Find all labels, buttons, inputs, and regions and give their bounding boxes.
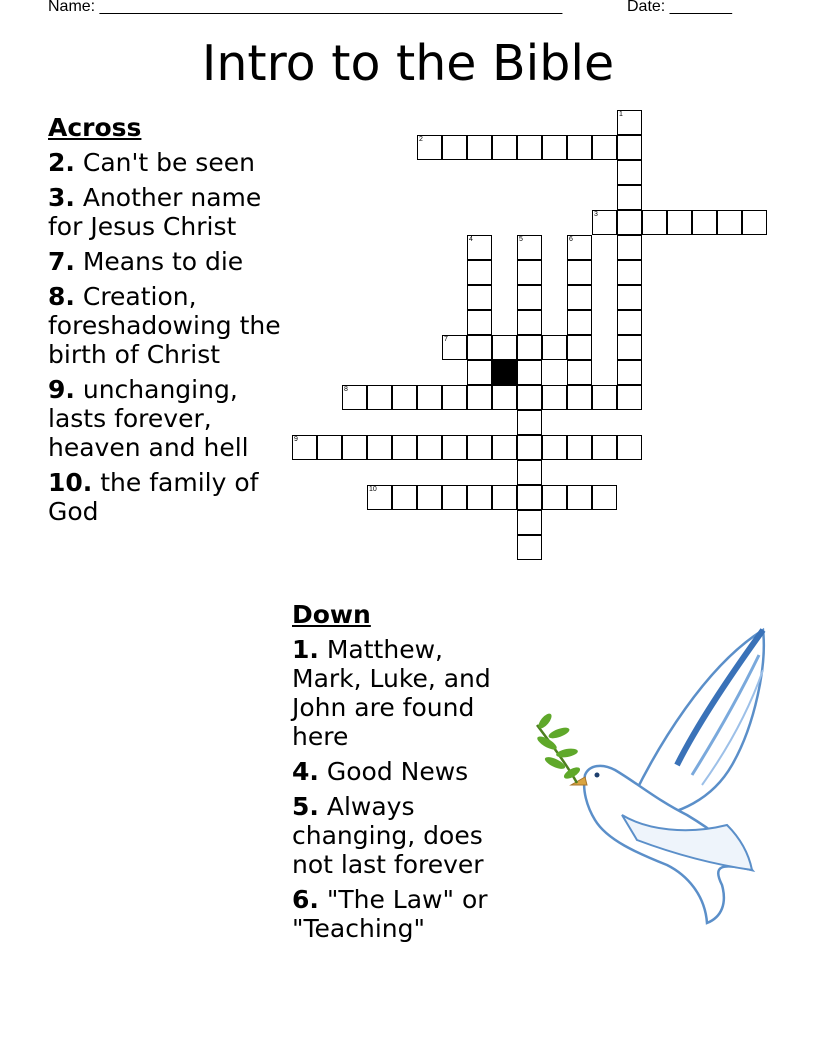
- grid-cell[interactable]: [342, 435, 367, 460]
- grid-cell[interactable]: [392, 385, 417, 410]
- cell-number: 4: [469, 236, 473, 243]
- grid-cell[interactable]: [567, 335, 592, 360]
- grid-cell[interactable]: [442, 485, 467, 510]
- clue-text: "The Law" or "Teaching": [292, 885, 488, 943]
- grid-cell[interactable]: [567, 485, 592, 510]
- grid-cell[interactable]: [567, 235, 592, 260]
- clue-number: 7.: [48, 247, 75, 276]
- across-heading: Across: [48, 113, 142, 142]
- down-heading: Down: [292, 600, 371, 629]
- grid-cell[interactable]: [467, 235, 492, 260]
- grid-cell[interactable]: [367, 485, 392, 510]
- grid-cell[interactable]: [542, 485, 567, 510]
- grid-cell[interactable]: [617, 160, 642, 185]
- grid-cell[interactable]: [617, 310, 642, 335]
- grid-cell[interactable]: [492, 435, 517, 460]
- grid-cell[interactable]: [517, 435, 542, 460]
- grid-cell[interactable]: [367, 435, 392, 460]
- grid-cell[interactable]: [617, 185, 642, 210]
- clue-text: Can't be seen: [82, 148, 255, 177]
- grid-cell[interactable]: [592, 135, 617, 160]
- grid-cell[interactable]: [467, 260, 492, 285]
- page-title: Intro to the Bible: [201, 35, 615, 92]
- grid-cell[interactable]: [567, 385, 592, 410]
- clue-number: 1.: [292, 635, 319, 664]
- grid-cell[interactable]: [717, 210, 742, 235]
- across-clues: [48, 113, 288, 532]
- across-clue-7: [48, 247, 288, 276]
- down-clues: [292, 600, 507, 949]
- clue-text: Matthew, Mark, Luke, and John are found here: [292, 635, 491, 751]
- grid-cell[interactable]: [467, 360, 492, 385]
- grid-cell[interactable]: [517, 135, 542, 160]
- grid-cell[interactable]: [617, 360, 642, 385]
- grid-cell[interactable]: [617, 435, 642, 460]
- cell-number: 3: [594, 211, 598, 218]
- clue-number: 2.: [48, 148, 75, 177]
- grid-cell[interactable]: [592, 210, 617, 235]
- across-clue-3: [48, 183, 288, 241]
- grid-cell[interactable]: [442, 135, 467, 160]
- date-field: Date: _______: [627, 0, 732, 15]
- grid-cell[interactable]: [592, 485, 617, 510]
- grid-cell[interactable]: [617, 260, 642, 285]
- grid-cell[interactable]: [592, 435, 617, 460]
- grid-cell[interactable]: [417, 135, 442, 160]
- grid-cell[interactable]: [367, 385, 392, 410]
- grid-cell[interactable]: [517, 235, 542, 260]
- cell-number: 10: [369, 486, 377, 493]
- grid-cell[interactable]: [417, 435, 442, 460]
- grid-cell[interactable]: [442, 385, 467, 410]
- grid-cell[interactable]: [467, 135, 492, 160]
- grid-cell[interactable]: [467, 485, 492, 510]
- clue-text: unchanging, lasts forever, heaven and hell: [48, 375, 249, 462]
- grid-cell[interactable]: [567, 260, 592, 285]
- clue-number: 8.: [48, 282, 75, 311]
- grid-cell[interactable]: [542, 135, 567, 160]
- grid-cell[interactable]: [517, 460, 542, 485]
- grid-cell[interactable]: [592, 385, 617, 410]
- grid-cell[interactable]: [342, 385, 367, 410]
- grid-cell[interactable]: [467, 285, 492, 310]
- grid-cell[interactable]: [467, 385, 492, 410]
- clue-text: Means to die: [82, 247, 244, 276]
- cell-number: 7: [444, 336, 448, 343]
- down-clue-5: [292, 792, 507, 879]
- grid-cell[interactable]: [542, 435, 567, 460]
- grid-cell[interactable]: [517, 485, 542, 510]
- grid-cell[interactable]: [617, 235, 642, 260]
- dove-with-olive-branch-icon: [527, 625, 772, 925]
- cell-number: 5: [519, 236, 523, 243]
- grid-cell[interactable]: [492, 385, 517, 410]
- grid-cell[interactable]: [492, 335, 517, 360]
- grid-cell[interactable]: [442, 435, 467, 460]
- grid-cell[interactable]: [542, 335, 567, 360]
- grid-cell[interactable]: [417, 385, 442, 410]
- grid-cell[interactable]: [517, 510, 542, 535]
- down-clue-1: [292, 635, 507, 751]
- grid-cell[interactable]: [617, 135, 642, 160]
- across-clue-8: [48, 282, 288, 369]
- grid-cell[interactable]: [467, 310, 492, 335]
- clue-text: Good News: [326, 757, 469, 786]
- grid-cell[interactable]: [517, 260, 542, 285]
- grid-cell[interactable]: [642, 210, 667, 235]
- down-clue-4: [292, 757, 507, 786]
- grid-cell[interactable]: [567, 135, 592, 160]
- grid-cell[interactable]: [517, 285, 542, 310]
- grid-cell[interactable]: [617, 110, 642, 135]
- grid-cell[interactable]: [567, 285, 592, 310]
- cell-number: 9: [294, 436, 298, 443]
- grid-cell[interactable]: [517, 410, 542, 435]
- grid-cell[interactable]: [567, 435, 592, 460]
- grid-cell[interactable]: [467, 335, 492, 360]
- grid-cell[interactable]: [617, 285, 642, 310]
- grid-cell[interactable]: [617, 210, 642, 235]
- grid-cell[interactable]: [517, 335, 542, 360]
- cell-number: 8: [344, 386, 348, 393]
- clue-number: 6.: [292, 885, 319, 914]
- grid-cell[interactable]: [492, 485, 517, 510]
- grid-cell[interactable]: [667, 210, 692, 235]
- clue-number: 10.: [48, 468, 93, 497]
- across-clue-9: [48, 375, 288, 462]
- grid-cell[interactable]: [292, 435, 317, 460]
- clue-text: Always changing, does not last forever: [292, 792, 484, 879]
- cell-number: 1: [619, 111, 623, 118]
- grid-cell[interactable]: [617, 385, 642, 410]
- clue-text: Creation, foreshadowing the birth of Christ: [48, 282, 281, 369]
- grid-cell[interactable]: [542, 385, 567, 410]
- grid-cell[interactable]: [467, 435, 492, 460]
- grid-cell[interactable]: [692, 210, 717, 235]
- grid-cell[interactable]: [442, 335, 467, 360]
- grid-cell[interactable]: [517, 360, 542, 385]
- grid-cell[interactable]: [567, 360, 592, 385]
- grid-cell[interactable]: [317, 435, 342, 460]
- name-field: Name: ____________________________________________________: [48, 0, 563, 15]
- grid-cell[interactable]: [392, 435, 417, 460]
- grid-cell[interactable]: [417, 485, 442, 510]
- grid-cell[interactable]: [742, 210, 767, 235]
- clue-number: 5.: [292, 792, 319, 821]
- clue-text: the family of God: [48, 468, 259, 526]
- cell-number: 6: [569, 236, 573, 243]
- black-square: [492, 360, 517, 385]
- clue-number: 9.: [48, 375, 75, 404]
- cell-number: 2: [419, 136, 423, 143]
- grid-cell[interactable]: [517, 310, 542, 335]
- clue-text: Another name for Jesus Christ: [48, 183, 262, 241]
- across-clue-2: [48, 148, 288, 177]
- across-clue-10: [48, 468, 288, 526]
- clue-number: 4.: [292, 757, 319, 786]
- grid-cell[interactable]: [617, 335, 642, 360]
- grid-cell[interactable]: [492, 135, 517, 160]
- down-clue-6: [292, 885, 507, 943]
- grid-cell[interactable]: [517, 535, 542, 560]
- clue-number: 3.: [48, 183, 75, 212]
- grid-cell[interactable]: [517, 385, 542, 410]
- grid-cell[interactable]: [392, 485, 417, 510]
- grid-cell[interactable]: [567, 310, 592, 335]
